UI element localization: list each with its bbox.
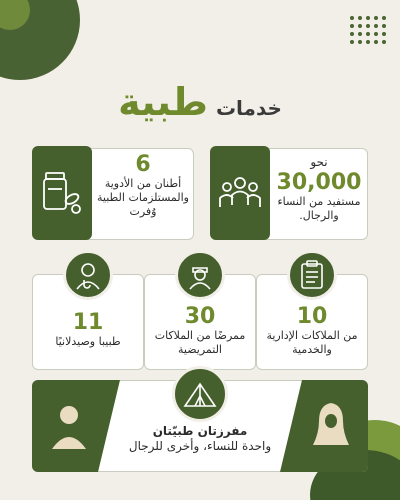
- admin-staff-text: من الملاكات الإدارية والخدمية: [266, 329, 358, 356]
- clipboard-icon: [299, 260, 325, 290]
- people-icon: [215, 173, 265, 213]
- beneficiaries-text: مستفيد من النساء والرجال.: [277, 195, 361, 222]
- medicine-icon-box: [32, 146, 92, 240]
- doctors-text: طبيبا وصيدلانيًا: [55, 335, 121, 348]
- doctors-content: [34, 310, 142, 349]
- tent-icon: [183, 380, 217, 408]
- woman-icon: [311, 399, 351, 453]
- dot-grid-decoration: [350, 16, 386, 44]
- medicine-text: أطنان من الأدوية والمستلزمات الطبية وُفرت: [97, 177, 189, 218]
- doctors-value: 11: [72, 310, 104, 335]
- nurses-text: ممرضًا من الملاكات التمريضية: [154, 329, 246, 356]
- man-icon: [49, 399, 89, 453]
- nurse-icon: [186, 260, 214, 290]
- medical-units-text: واحدة للنساء، وأخرى للرجال: [128, 439, 272, 453]
- title-small: خدمات: [215, 96, 282, 120]
- medical-units-content: [120, 424, 280, 454]
- nurse-icon-circle: [175, 250, 225, 300]
- medicine-content: [94, 152, 192, 218]
- medicine-value: 6: [135, 152, 151, 177]
- admin-staff-value: 10: [296, 304, 328, 329]
- medicine-icon: [40, 169, 84, 217]
- beneficiaries-prefix: نحو: [310, 155, 328, 169]
- page-title: [0, 80, 400, 124]
- clipboard-icon-circle: [287, 250, 337, 300]
- nurses-content: [146, 304, 254, 357]
- title-big: طبية: [118, 80, 208, 124]
- tent-icon-circle: [172, 366, 228, 422]
- people-icon-box: [210, 146, 270, 240]
- beneficiaries-value: 30,000: [276, 170, 362, 195]
- doctor-icon-circle: [63, 250, 113, 300]
- doctor-icon: [74, 260, 102, 290]
- nurses-value: 30: [184, 304, 216, 329]
- beneficiaries-content: [272, 155, 366, 223]
- admin-staff-content: [258, 304, 366, 357]
- medical-units-title: مفرزتان طبيّتان: [152, 424, 248, 438]
